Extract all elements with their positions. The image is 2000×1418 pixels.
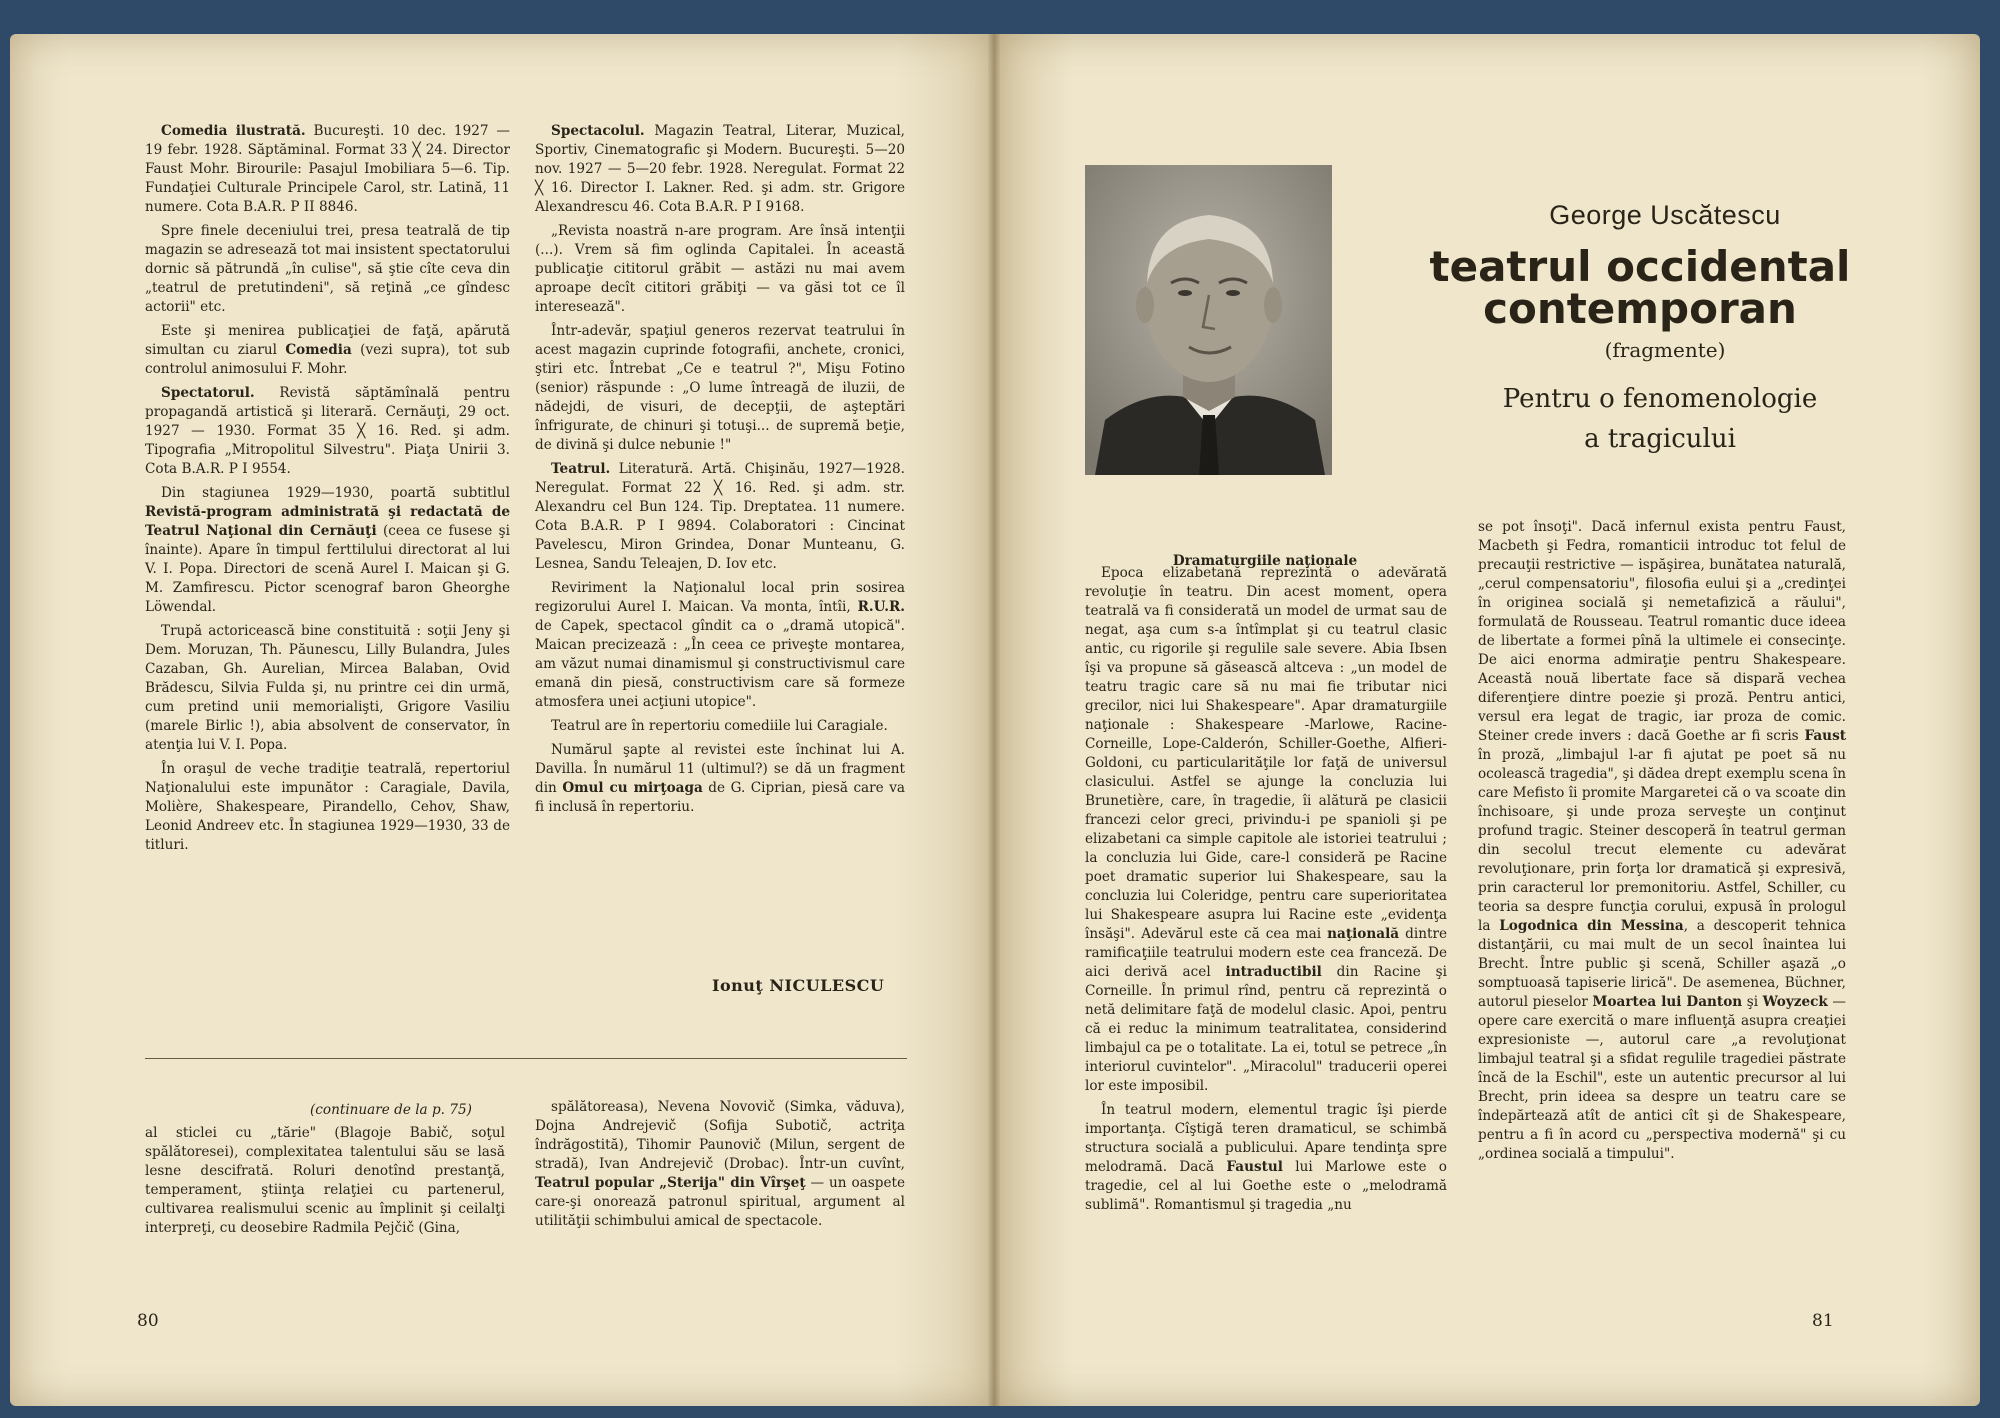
section-divider — [145, 1058, 907, 1059]
right-col1-paragraph-2: În teatrul modern, elementul tragic îşi pierde importanţa. Cîştigă teren dramaticul, se schimbă structura socială a publicului. Apare tendinţa spre melodramă. Dacă Faustul lui Marlowe este o tragedie, cel al lui Goethe este o „melodramă sublimă". Romantismul şi tragedia „nu — [1085, 1102, 1447, 1213]
right-column-1 — [1085, 564, 1447, 1220]
left-col1-paragraph-4: Spectatorul. Revistă săptămînală pentru propagandă artistică şi literară. Cernăuţi, 29 oct. 1927 — 1930. Format 35 ╳ 16. Red. şi adm. Tipografia „Mitropolitul Silvestru". Piaţa Unirii 3. Cota B.A.R. P I 9554. — [145, 385, 510, 477]
left-column-2 — [535, 122, 905, 822]
subtitle-line-2: a tragicului — [1584, 424, 1736, 454]
continuation-note: (continuare de la p. 75) — [310, 1102, 472, 1118]
article-title-line-2: contemporan — [1483, 284, 1797, 333]
left-col2-paragraph-6: Teatrul are în repertoriu comediile lui Caragiale. — [551, 718, 888, 734]
book-spine — [988, 34, 1000, 1406]
left-col1-paragraph-2: Spre finele deceniului trei, presa teatrală de tip magazin se adresează tot mai insistent spectatorului dornic să pătrundă „în culise", să ştie cîte ceva din „teatrul de pretutindeni", să reţină „ce gîndesc actorii" etc. — [145, 223, 510, 315]
left-col2-paragraph-7: Numărul şapte al revistei este închinat lui A. Davilla. În numărul 11 (ultimul?) se dă un fragment din Omul cu mirţoaga de G. Ciprian, piesă care va fi inclusă în repertoriu. — [535, 742, 905, 815]
bottom-column-2 — [535, 1098, 905, 1236]
bottom-col1-paragraph-1: al sticlei cu „tărie" (Blagoje Babič, soţul spălătoresei), complexitatea talentului său se lasă lesne descifrată. Roluri denotînd prestanţă, temperament, ştiinţa relaţiei cu partenerul, cultivarea realismului scenic au împlinit şi ceilalţi interpreţi, cu deosebire Radmila Pejčič (Gina, — [145, 1125, 505, 1236]
fragment-note: (fragmente) — [1604, 338, 1726, 362]
article-signature: Ionuţ NICULESCU — [712, 976, 885, 995]
right-col2-paragraph-1: se pot însoţi". Dacă infernul exista pentru Faust, Macbeth şi Fedra, romanticii introduc tot felul de precauţii restrictive — ispăşirea, bunătatea naturală, „cerul compensatoriu", filosofia eului şi a „credinţei în originea socială şi nemetafizică a răului", formulată de Rousseau. Teatrul romantic duce ideea de libertate a formei pînă la ultimele ei consecinţe. De aici enorma admiraţie pentru Shakespeare. Această nouă libertate face să dispară vechea diferenţiere dintre poezie şi proză. Pentru antici, versul era legat de tragic, iar proza de comic. Steiner crede invers : dacă Goethe ar fi scris Faust în proză, „limbajul l-ar fi ajutat pe poet să nu ocolească tragedia", şi dădea drept exemplu scena în care Mefisto îi promite Margaretei că o va scoate din închisoare, şi unde proza serveşte un conţinut profund tragic. Steiner descoperă în teatrul german din secolul trecut elemente cu adevărat revoluţionare, prin forţa lor dramatică şi expresivă, prin caracterul lor premonitoriu. Astfel, Schiller, cu teoria sa despre funcţia corului, expusă în prologul la Logodnica din Messina, a descoperit tehnica distanţării, cu mai mult de un secol înaintea lui Brecht. Între public şi scenă, Schiller aşază „o somptuoasă tapiserie lirică". De asemenea, Büchner, autorul pieselor Moartea lui Danton şi Woyzeck — opere care exercită o mare influenţă asupra creaţiei expresioniste —, autorul care „a revoluţionat limbajul teatral şi a sfidat regulile tragediei păstrate încă de la Eschil", este un autentic precursor al lui Brecht, prin ideea sa despre un teatru care se îndepărtează atît de antici cît şi de Shakespeare, pentru a fi în acord cu „perspectiva modernă" şi cu „ordinea socială a timpului". — [1478, 519, 1846, 1162]
page-number-right: 81 — [1812, 1311, 1834, 1331]
left-col2-paragraph-2: „Revista noastră n-are program. Are însă intenţii (...). Vrem să fim oglinda Capitalei. În această publicaţie cititorul grăbit — astăzi nu mai avem aproape decît cititori grăbiţi — va găsi tot ce îl interesează". — [535, 223, 905, 315]
left-col1-paragraph-3: Este şi menirea publicaţiei de faţă, apărută simultan cu ziarul Comedia (vezi supra), tot sub controlul animosului F. Mohr. — [145, 323, 511, 377]
bottom-col2-paragraph-1: spălătoreasa), Nevena Novovič (Simka, văduva), Dojna Andrejevič (Sofija Subotič, actriţa îndrăgostită), Tihomir Paunovič (Milun, sergent de stradă), Ivan Andrejevič (Drobac). Într-un cuvînt, Teatrul popular „Sterija" din Vîrşeţ — un oaspete care-şi onorează patronul spiritual, argument al utilităţii schimbului amical de spectacole. — [535, 1099, 905, 1229]
left-col1-paragraph-6: Trupă actoricească bine constituită : soţii Jeny şi Dem. Moruzan, Th. Păunescu, Lilly Bulandra, Jules Cazaban, Gh. Aurelian, Mircea Balaban, Ovid Brădescu, Silvia Fulda şi, nu printre cei din urmă, cum pretind unii memorialişti, Grigore Vasiliu (marele Birlic !), abia absolvent de conservator, în atenţia lui V. I. Popa. — [145, 623, 510, 753]
portrait-image — [1085, 165, 1332, 475]
left-col1-paragraph-1: Comedia ilustrată. Bucureşti. 10 dec. 1927 — 19 febr. 1928. Săptăminal. Format 33 ╳ 24. Director Faust Mohr. Birourile: Pasajul Imobiliara 5—6. Tip. Fundaţiei Culturale Principele Carol, str. Latină, 11 numere. Cota B.A.R. P II 8846. — [145, 123, 511, 215]
author-portrait — [1085, 165, 1332, 475]
left-col1-paragraph-7: În oraşul de veche tradiţie teatrală, repertoriul Naţionalului este impunător : Caragiale, Davila, Molière, Shakespeare, Pirandello, Cehov, Shaw, Leonid Andreev etc. În stagiunea 1929—1930, 33 de titluri. — [145, 761, 510, 853]
subtitle-line-1: Pentru o fenomenologie — [1502, 384, 1818, 414]
bottom-column-1 — [145, 1124, 505, 1243]
article-title-line-1: teatrul occidental — [1429, 242, 1851, 291]
left-col2-paragraph-1: Spectacolul. Magazin Teatral, Literar, Muzical, Sportiv, Cinematografic şi Modern. Bucureşti. 5—20 nov. 1927 — 5—20 febr. 1928. Neregulat. Format 22 ╳ 16. Director I. Lakner. Red. şi adm. str. Grigore Alexandrescu 46. Cota B.A.R. P I 9168. — [535, 123, 905, 215]
left-column-1 — [145, 122, 510, 860]
left-col2-paragraph-4: Teatrul. Literatură. Artă. Chişinău, 1927—1928. Neregulat. Format 22 ╳ 16. Red. şi adm. str. Alexandru cel Bun 124. Tip. Dreptatea. 11 numere. Cota B.A.R. P I 9894. Colaboratori : Cincinat Pavelescu, Miron Grindea, Donar Munteanu, G. Lesnea, Sandu Teleajen, D. Iov etc. — [535, 461, 905, 572]
left-col2-paragraph-5: Reviriment la Naţionalul local prin sosirea regizorului Aurel I. Maican. Va monta, întîi, R.U.R. de Capek, spectacol gîndit ca o „dramă utopică". Maican precizează : „În ceea ce priveşte montarea, am văzut numai dinamismul şi constructivismul care emană din piesă, constructivism care să formeze atmosfera unei acţiuni utopice". — [535, 580, 905, 710]
section-heading: Dramaturgiile naţionale — [1172, 553, 1358, 569]
page-number-left: 80 — [137, 1311, 159, 1331]
right-column-2 — [1478, 518, 1846, 1169]
author-name: George Uscătescu — [1549, 200, 1781, 230]
right-col1-paragraph-1: Epoca elizabetană reprezintă o adevărată revoluţie în teatru. Din acest moment, opera teatrală va fi considerată un model de urmat sau de negat, aşa cum s-a întîmplat şi cu teatrul clasic antic, cu rigorile şi regulile sale severe. Abia Ibsen îşi va propune să găsească altceva : „un model de teatru tragic care să nu mai fie tributar nici grecilor, nici lui Shakespeare". Apar dramaturgiile naţionale : Shakespeare -Marlowe, Racine-Corneille, Lope-Calderón, Schiller-Goethe, Alfieri-Goldoni, cu particularităţile lor faţă de universul clasicului. Astfel se ajunge la concluzia lui Brunetière, care, în tragedie, îi alătură pe clasicii francezi celor greci, privindu-i pe spanioli şi pe elizabetani ca simple capitole ale istoriei teatrului ; la concluzia lui Gide, care-l consideră pe Racine poet dramatic superior lui Shakespeare, sau la concluzia lui Coleridge, pentru care superioritatea lui Shakespeare asupra lui Racine este „evidenţa însăşi". Adevărul este că cea mai naţională dintre ramificaţiile teatrului modern este cea franceză. De aici derivă acel intraductibil din Racine şi Corneille. În primul rînd, pentru că reprezintă o netă delimitare faţă de modelul clasic. Apoi, pentru că ei reduc la minimum teatralitatea, considerind limbajul ca pe o totalitate. La ei, totul se petrece „în interiorul cuvintelor". „Miracolul" traducerii operei lor este imposibil. — [1085, 565, 1447, 1094]
left-col2-paragraph-3: Într-adevăr, spaţiul generos rezervat teatrului în acest magazin cuprinde fotografii, anchete, cronici, ştiri etc. Întrebat „Ce e teatrul ?", Mişu Fotino (senior) răspunde : „O lume întreagă de iluzii, de nădejdi, de visuri, de decepţii, de aşteptări înfrigurate, de chinuri şi totuşi... de supremă beţie, de divină şi dulce nebunie !" — [535, 323, 905, 453]
left-col1-paragraph-5: Din stagiunea 1929—1930, poartă subtitlul Revistă-program administrată şi redactată de Teatrul Naţional din Cernăuţi (ceea ce fusese şi înainte). Apare în timpul ferttilului directorat al lui V. I. Popa. Directori de scenă Aurel I. Maican şi G. M. Zamfirescu. Pictor scenograf baron Gheorghe Löwendal. — [145, 485, 510, 615]
